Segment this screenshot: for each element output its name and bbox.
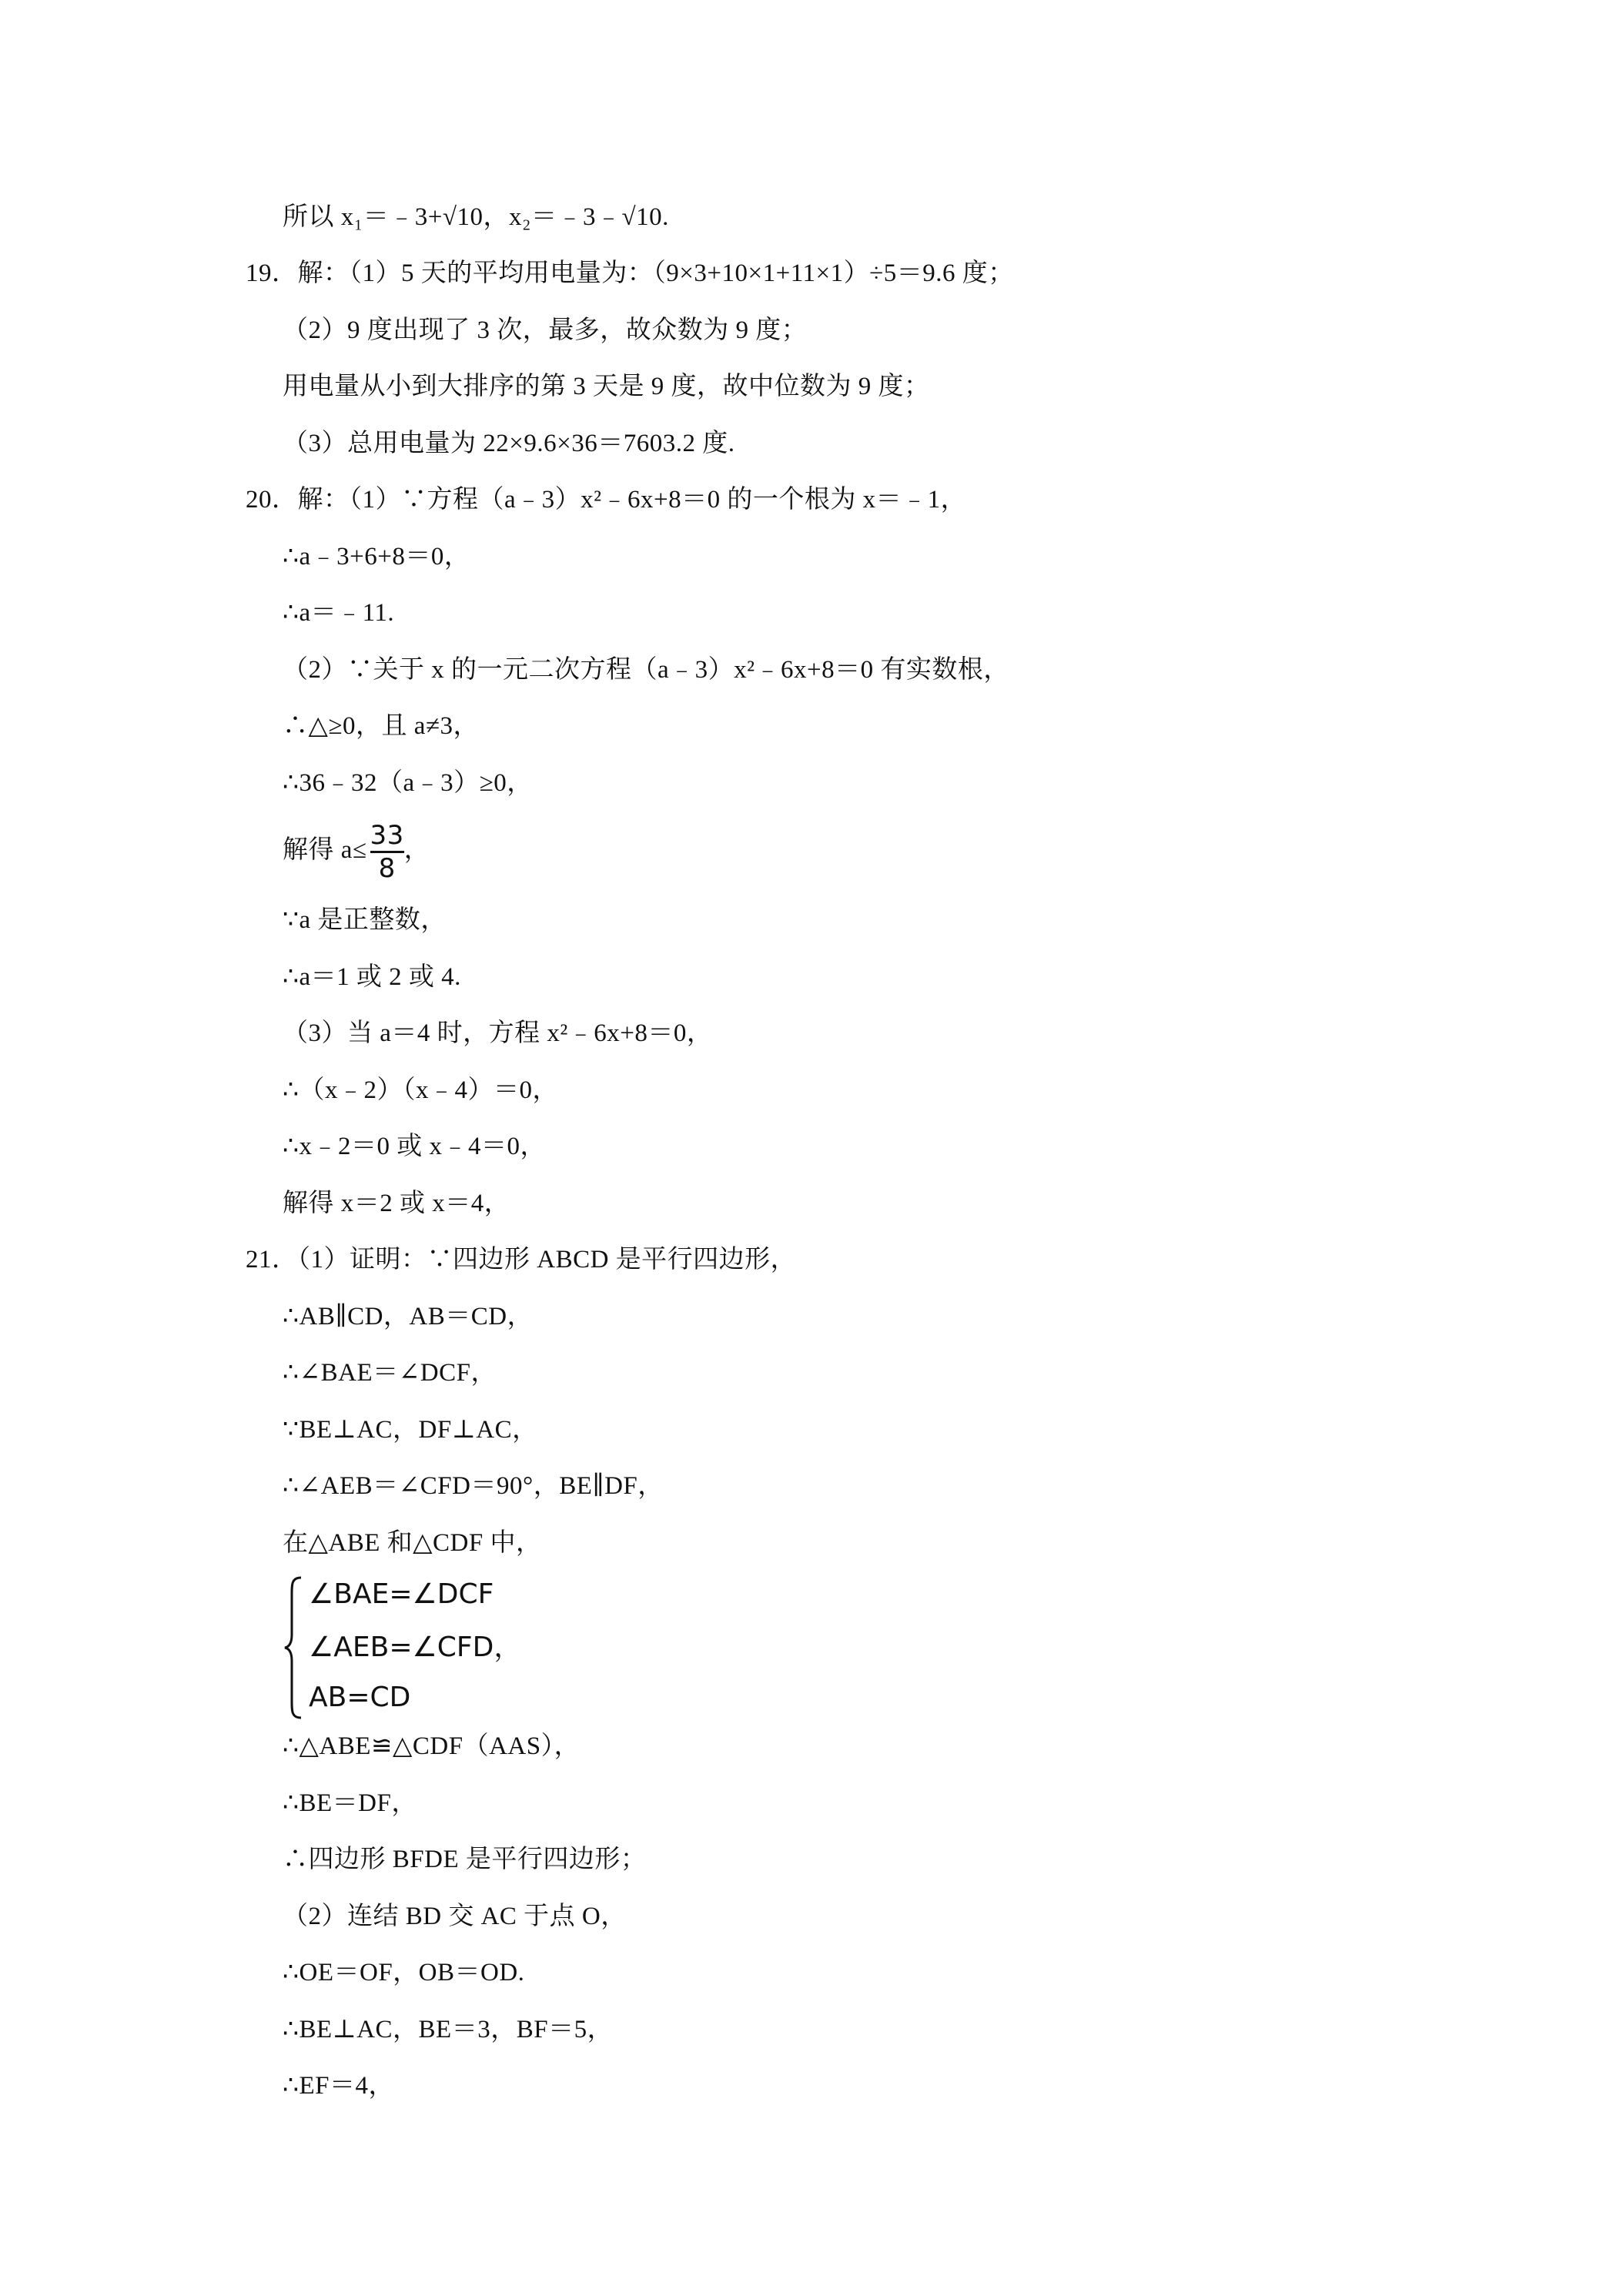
q20-step: ∴x﹣2＝0 或 x﹣4＝0， — [283, 1133, 546, 1160]
system-row-1: ∠BAE=∠DCF — [309, 1578, 494, 1610]
fraction — [370, 822, 404, 882]
q21-step: ∴△ABE≌△CDF（AAS）， — [283, 1732, 581, 1760]
q21-step: ∴四边形 BFDE 是平行四边形； — [283, 1846, 647, 1873]
q21-step: 在△ABE 和△CDF 中， — [283, 1529, 542, 1557]
fraction-prefix: 解得 a≤ — [283, 836, 367, 865]
q21-step: ∴OE＝OF，OB＝OD. — [283, 1959, 525, 1986]
q19-part2-mode: （2）9 度出现了 3 次，最多，故众数为 9 度； — [283, 316, 808, 344]
q21-step: ∴∠AEB＝∠CFD＝90°，BE∥DF， — [283, 1472, 664, 1500]
q21-step: ∴AB∥CD，AB＝CD， — [283, 1303, 534, 1330]
fraction-suffix: ， — [403, 836, 430, 865]
q20-step: ∴a＝1 或 2 或 4. — [283, 963, 461, 991]
q21-part2: （2）连结 BD 交 AC 于点 O， — [283, 1903, 627, 1930]
left-brace-icon — [283, 1575, 306, 1721]
q19-part1: 19．解：（1）5 天的平均用电量为：（9×3+10×1+11×1）÷5＝9.6 度； — [246, 259, 1014, 287]
equation-system — [283, 1575, 606, 1721]
q19-part3: （3）总用电量为 22×9.6×36＝7603.2 度. — [283, 430, 735, 457]
q20-step: ∴36﹣32（a﹣3）≥0， — [283, 769, 533, 797]
q21-step: ∴BE＝DF， — [283, 1789, 417, 1817]
q20-step: ∴△≥0，且 a≠3， — [283, 712, 479, 740]
q21-part1: 21．（1）证明：∵四边形 ABCD 是平行四边形， — [246, 1246, 797, 1274]
q20-step: ∴a＝﹣11. — [283, 599, 395, 627]
q20-step: ∵a 是正整数， — [283, 906, 447, 934]
q20-part3: （3）当 a＝4 时，方程 x²﹣6x+8＝0， — [283, 1019, 713, 1047]
q21-step: ∵BE⊥AC，DF⊥AC， — [283, 1416, 538, 1444]
q21-step: ∴BE⊥AC，BE＝3，BF＝5， — [283, 2016, 614, 2043]
q20-part1: 20．解：（1）∵方程（a﹣3）x²﹣6x+8＝0 的一个根为 x＝﹣1， — [246, 486, 967, 514]
system-row-2: ∠AEB=∠CFD， — [309, 1632, 522, 1663]
q20-step: ∴a﹣3+6+8＝0， — [283, 543, 470, 571]
q20-part2: （2）∵关于 x 的一元二次方程（a﹣3）x²﹣6x+8＝0 有实数根， — [283, 656, 1009, 684]
q21-step: ∴∠BAE＝∠DCF， — [283, 1359, 497, 1387]
q21-step: ∴EF＝4， — [283, 2072, 395, 2100]
system-row-3: AB=CD — [309, 1682, 411, 1713]
q19-part2-median: 用电量从小到大排序的第 3 天是 9 度，故中位数为 9 度； — [283, 373, 930, 400]
solution-line-roots: 所以 x₁＝﹣3+√10，x₂＝﹣3﹣√10. — [283, 203, 669, 231]
fraction-denominator: 8 — [378, 853, 396, 884]
q20-fraction-line — [283, 822, 430, 882]
q20-step: ∴（x﹣2）（x﹣4）＝0， — [283, 1076, 558, 1104]
q20-step: 解得 x＝2 或 x＝4， — [283, 1190, 510, 1217]
fraction-numerator: 33 — [370, 820, 404, 851]
